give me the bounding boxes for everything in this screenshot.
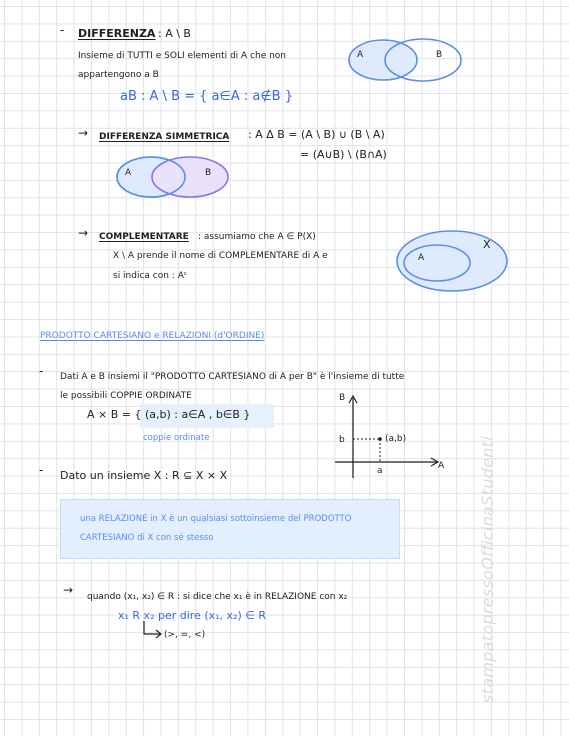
relazione-line2: quando (x₁, x₂) ∈ R : si dice che x₁ è in RELAZIONE con x₂ — [87, 592, 348, 602]
arrow-relazione: → — [63, 583, 74, 597]
venn-differenza — [345, 38, 465, 88]
graph-tick-a: a — [377, 466, 383, 476]
complementare-title: COMPLEMENTARE — [99, 232, 189, 242]
differenza-title: DIFFERENZA — [78, 27, 156, 40]
differenza-formula: aB : A \ B = { a∈A : a∉B } — [120, 89, 293, 104]
venn-simmetrica-circle-b — [152, 157, 228, 197]
cartesian-graph — [335, 390, 455, 480]
definition-line2: CARTESIANO di X con sé stesso — [80, 533, 214, 543]
prodotto-line2: le possibili COPPIE ORDINATE — [60, 391, 192, 401]
venn-simmetrica-label-a: A — [125, 168, 132, 178]
prodotto-heading: PRODOTTO CARTESIANO e RELAZIONI (d'ORDINE) — [40, 331, 265, 341]
graph-x-label: A — [438, 461, 445, 471]
graph-tick-b: b — [339, 435, 345, 445]
definition-line1: una RELAZIONE in X è un qualsiasi sottoinsieme del PRODOTTO — [80, 514, 352, 524]
bullet-prodotto: - — [39, 364, 44, 378]
differenza-line2: appartengono a B — [78, 70, 159, 80]
simmetrica-eq1: : A Δ B = (A \ B) ∪ (B \ A) — [248, 128, 385, 141]
prodotto-formula: A × B = { (a,b) : a∈A , b∈B } — [87, 408, 251, 421]
graph-point-label: (a,b) — [385, 434, 407, 444]
ordering-arrow — [141, 620, 165, 640]
arrow-simmetrica: → — [78, 126, 89, 140]
differenza-notation: : A \ B — [158, 27, 191, 40]
arrow-complementare: → — [78, 226, 89, 240]
prodotto-note: coppie ordinate — [143, 433, 210, 443]
venn-differenza-circle-a — [349, 40, 417, 80]
venn-complementare-label-x: X — [483, 238, 491, 251]
venn-complementare-circle-a — [404, 245, 470, 281]
venn-complementare — [395, 228, 515, 298]
graph-y-label: B — [339, 393, 346, 403]
simmetrica-title: DIFFERENZA SIMMETRICA — [99, 132, 230, 142]
differenza-line1: Insieme di TUTTI e SOLI elementi di A che non — [78, 51, 287, 61]
relazione-notation: x₁ R x₂ per dire (x₁, x₂) ∈ R — [118, 609, 266, 622]
venn-simmetrica — [113, 155, 233, 205]
bullet-differenza: - — [60, 23, 65, 37]
complementare-line3: si indica con : Aᶜ — [113, 271, 188, 281]
complementare-line2: X \ A prende il nome di COMPLEMENTARE di A e — [113, 251, 328, 261]
complementare-line1: : assumiamo che A ∈ P(X) — [198, 232, 316, 242]
venn-differenza-label-a: A — [357, 50, 364, 60]
bullet-relazione: - — [39, 463, 44, 477]
prodotto-line1: Dati A e B insiemi il "PRODOTTO CARTESIANO di A per B" è l'insieme di tutte — [60, 372, 405, 382]
simmetrica-eq2: = (A∪B) \ (B∩A) — [300, 148, 387, 161]
relazione-line: Dato un insieme X : R ⊆ X × X — [60, 469, 228, 482]
venn-differenza-label-b: B — [436, 50, 443, 60]
venn-simmetrica-label-b: B — [205, 168, 212, 178]
graph-point — [378, 437, 382, 441]
venn-complementare-label-a: A — [418, 253, 425, 263]
definition-box — [60, 499, 400, 559]
relazione-ordering: (>, =, <) — [164, 630, 206, 640]
watermark: stampatopressoOfficinaStudenti — [478, 436, 498, 703]
